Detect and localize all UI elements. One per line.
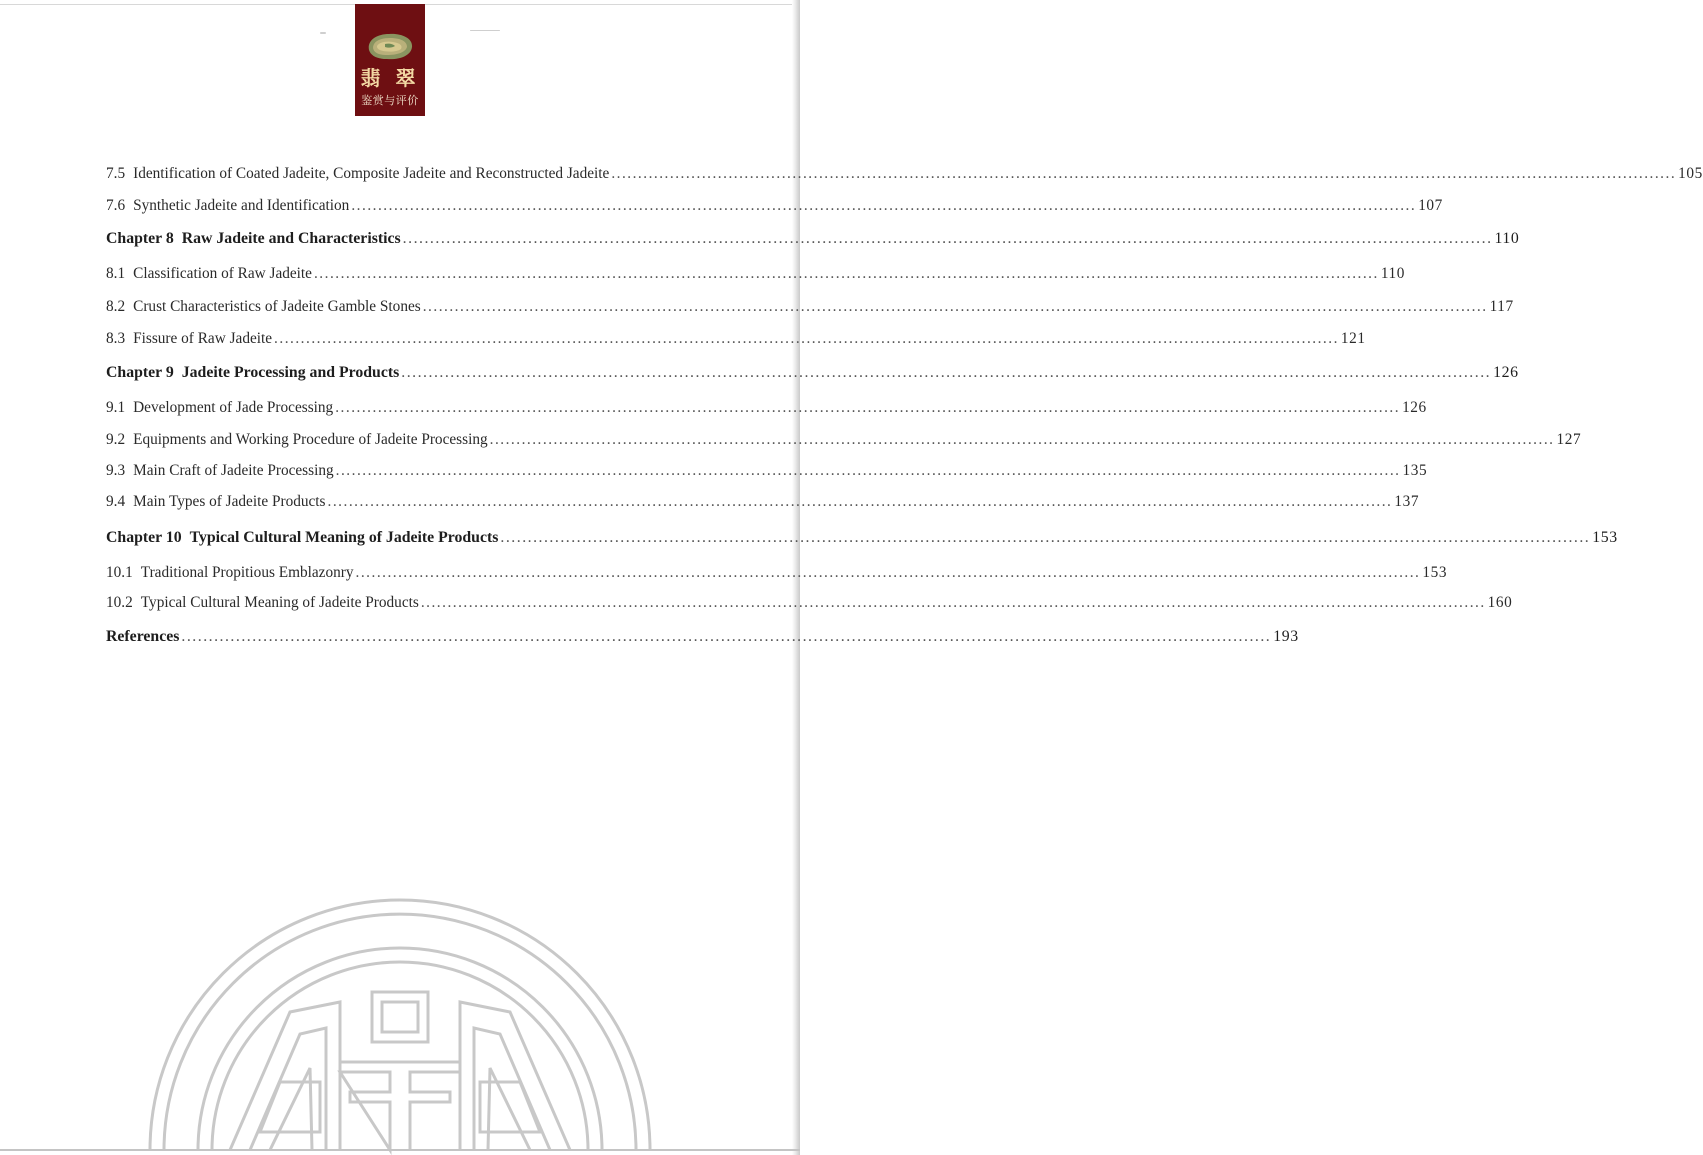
toc-entry-number: 9.3 xyxy=(106,462,126,479)
toc-leader-dots: ........................................................................................................................................................................................................ xyxy=(401,364,1492,381)
toc-section-entry[interactable] xyxy=(106,264,1405,284)
toc-entry-number: 8.3 xyxy=(106,330,126,347)
toc-page-number: 107 xyxy=(1418,197,1443,214)
toc-entry-title: Raw Jadeite and Characteristics xyxy=(181,230,401,247)
toc-entry-label xyxy=(106,593,419,613)
toc-chapter-entry[interactable] xyxy=(106,363,1519,383)
toc-leader-dots: ........................................................................................................................................................................................................ xyxy=(355,564,1421,581)
toc-section-entry[interactable] xyxy=(106,329,1366,349)
toc-entry-label xyxy=(106,492,326,512)
toc-page-number: 193 xyxy=(1273,628,1299,645)
toc-entry-label xyxy=(106,430,488,450)
toc-section-entry[interactable] xyxy=(106,430,1582,450)
scan-speck xyxy=(320,32,326,34)
toc-entry-number: 10.2 xyxy=(106,594,133,611)
toc-entry-number: 9.4 xyxy=(106,493,126,510)
toc-entry-number: 7.5 xyxy=(106,165,126,182)
toc-leader-dots: ........................................................................................................................................................................................................ xyxy=(500,529,1591,546)
toc-entry-label xyxy=(106,528,498,548)
toc-section-entry[interactable] xyxy=(106,297,1514,317)
toc-section-entry[interactable] xyxy=(106,492,1420,512)
toc-entry-title: Typical Cultural Meaning of Jadeite Products xyxy=(189,529,499,546)
toc-entry-title: Crust Characteristics of Jadeite Gamble Stones xyxy=(133,298,421,315)
toc-leader-dots: ........................................................................................................................................................................................................ xyxy=(313,265,1379,282)
toc-page-number: 126 xyxy=(1493,364,1519,381)
toc-leader-dots: ........................................................................................................................................................................................................ xyxy=(489,431,1555,448)
toc-entry-label xyxy=(106,264,312,284)
toc-entry-label xyxy=(106,229,401,249)
toc-entry-title: Equipments and Working Procedure of Jadeite Processing xyxy=(133,431,488,448)
toc-page-number: 135 xyxy=(1402,462,1428,479)
toc-section-entry[interactable] xyxy=(106,593,1513,613)
book-badge xyxy=(355,4,425,116)
toc-entry-title: References xyxy=(106,628,180,645)
scan-speck xyxy=(470,30,500,31)
toc-entry-number: 8.2 xyxy=(106,298,126,315)
toc-section-entry[interactable] xyxy=(106,398,1427,418)
toc-entry-number: 9.1 xyxy=(106,399,126,416)
toc-entry-label xyxy=(106,627,179,647)
toc-leader-dots: ........................................................................................................................................................................................................ xyxy=(420,594,1486,611)
toc-entry-title: Identification of Coated Jadeite, Composite Jadeite and Reconstructed Jadeite xyxy=(133,165,610,182)
toc-leader-dots: ........................................................................................................................................................................................................ xyxy=(611,165,1677,182)
toc-entry-number: 10.1 xyxy=(106,564,133,581)
toc-entry-number: 8.1 xyxy=(106,265,126,282)
toc-section-entry[interactable] xyxy=(106,563,1448,583)
toc-entry-label xyxy=(106,398,333,418)
decorative-emblem-icon xyxy=(140,972,660,1152)
toc-entry-label xyxy=(106,297,421,317)
toc-entry-label xyxy=(106,563,354,583)
toc-leader-dots: ........................................................................................................................................................................................................ xyxy=(327,493,1393,510)
toc-entry-title: Typical Cultural Meaning of Jadeite Products xyxy=(140,594,419,611)
toc-entry-number: Chapter 8 xyxy=(106,230,174,247)
toc-page-number: 137 xyxy=(1394,493,1420,510)
toc-page-number: 121 xyxy=(1340,330,1366,347)
toc-entry-title: Fissure of Raw Jadeite xyxy=(133,330,273,347)
toc-entry-number: 9.2 xyxy=(106,431,126,448)
jadeite-stone-icon xyxy=(363,28,417,64)
toc-section-entry[interactable] xyxy=(106,461,1428,481)
toc-entry-label xyxy=(106,164,609,184)
toc-leader-dots: ........................................................................................................................................................................................................ xyxy=(422,298,1488,315)
toc-leader-dots: ........................................................................................................................................................................................................ xyxy=(335,399,1401,416)
toc-entry-number: Chapter 9 xyxy=(106,364,174,381)
toc-chapter-entry[interactable] xyxy=(106,229,1520,249)
toc-page-number: 126 xyxy=(1402,399,1427,416)
toc-entry-label xyxy=(106,363,399,383)
toc-entry-title: Traditional Propitious Emblazonry xyxy=(140,564,354,581)
toc-page-number: 105 xyxy=(1678,165,1703,182)
toc-entry-number: 7.6 xyxy=(106,197,126,214)
toc-page-number: 153 xyxy=(1592,529,1618,546)
toc-page-number: 110 xyxy=(1380,265,1405,282)
toc-page-number: 117 xyxy=(1489,298,1514,315)
toc-entry-title: Synthetic Jadeite and Identification xyxy=(133,197,350,214)
toc-entry-label xyxy=(106,329,272,349)
toc-page-number: 127 xyxy=(1556,431,1582,448)
book-title: 翡 翠 xyxy=(360,66,420,90)
toc-entry-title: Development of Jade Processing xyxy=(133,399,334,416)
toc-entry-title: Jadeite Processing and Products xyxy=(181,364,400,381)
toc-leader-dots: ........................................................................................................................................................................................................ xyxy=(351,197,1417,214)
book-subtitle: 鉴赏与评价 xyxy=(361,94,419,107)
page-bottom-rule xyxy=(0,1149,800,1151)
toc-section-entry[interactable] xyxy=(106,196,1443,216)
toc-entry-number: Chapter 10 xyxy=(106,529,182,546)
toc-entry-title: Classification of Raw Jadeite xyxy=(133,265,312,282)
toc-page-number: 153 xyxy=(1422,564,1448,581)
toc-entry-title: Main Craft of Jadeite Processing xyxy=(133,462,334,479)
toc-leader-dots: ........................................................................................................................................................................................................ xyxy=(335,462,1401,479)
toc-entry-title: Main Types of Jadeite Products xyxy=(133,493,326,510)
toc-page-number: 160 xyxy=(1487,594,1513,611)
toc-leader-dots: ........................................................................................................................................................................................................ xyxy=(181,628,1272,645)
toc-leader-dots: ........................................................................................................................................................................................................ xyxy=(402,230,1493,247)
toc-section-entry[interactable] xyxy=(106,164,1703,184)
toc-chapter-entry[interactable] xyxy=(106,528,1618,548)
toc-chapter-entry[interactable] xyxy=(106,627,1299,647)
toc-entry-label xyxy=(106,196,349,216)
toc-entry-label xyxy=(106,461,334,481)
toc-leader-dots: ........................................................................................................................................................................................................ xyxy=(274,330,1339,347)
toc-page-number: 110 xyxy=(1494,230,1520,247)
